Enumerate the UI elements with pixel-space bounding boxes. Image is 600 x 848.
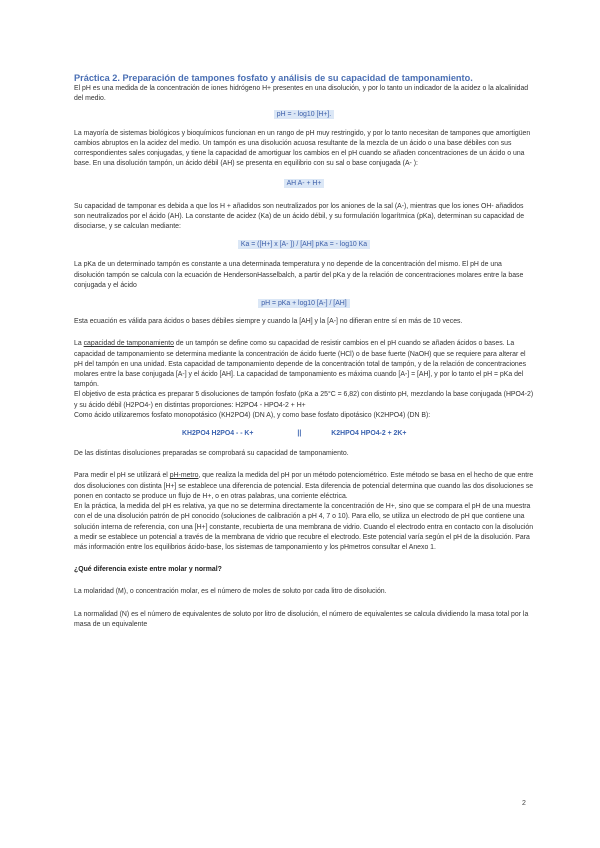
paragraph-reagents: Como ácido utilizaremos fosfato monopotásico (KH2PO4) (DN A), y como base fosfato dipotásico (K2HPO4) (DN B): bbox=[74, 411, 431, 419]
paragraph-validity: Esta ecuación es válida para ácidos o bases débiles siempre y cuando la [AH] y la [A-] no difieran entre sí en más de 10 veces. bbox=[74, 318, 463, 326]
page-content bbox=[74, 72, 534, 630]
page-title: Práctica 2. Preparación de tampones fosfato y análisis de su capacidad de tamponamiento. bbox=[74, 73, 473, 83]
paragraph-ka: Su capacidad de tamponar es debida a que los H + añadidos son neutralizados por los aniones de la sal (A-), mientras que los iones OH- añadidos son neutralizados por el ácido (AH). La constante de acidez (Ka) de un ácido débil, y su formulación logarítmica (pKa), determinan su capacidad de disociarse, y se calculan mediante: bbox=[74, 202, 525, 231]
paragraph-phmeter bbox=[74, 471, 534, 502]
equation-k2hpo4: K2HPO4 HPO4-2 + 2K+ bbox=[331, 430, 407, 438]
paragraph-buffer-intro: La mayoría de sistemas biológicos y bioquímicos funcionan en un rango de pH muy restringido, y por lo tanto necesitan de tampones que amortigüen cambios abruptos en la acidez del medio. Un tampón es una disolución acuosa resultante de la mezcla de un ácido o una base débiles con sus correspondientes sales conjugadas, y tiene la capacidad de amortiguar los cambios en el pH cuando se añaden concentraciones de un ácido o una base. En una disolución tampón, un ácido débil (AH) se presenta en equilibrio con su sal o base conjugada (A- ): bbox=[74, 129, 531, 168]
equation-kh2po4: KH2PO4 H2PO4 - - K+ bbox=[182, 430, 254, 438]
text-fragment: de un tampón se define como su capacidad de resistir cambios en el pH cuando se añaden ácidos o bases. La capacidad de tamponamiento se determina mediante la concentración de ácido fuerte (HCl) o de base fuerte (NaOH) que se requiere para alterar el pH del tampón en una unidad. Esta capacidad de tamponamiento depende de la concentración total de tampón, y de la relación de concentraciones molares entre la base conjugada [A-] y el ácido [AH]. La capacidad de tamponamiento es máxima cuando [A-] = [AH], y por lo tanto el pH = pKa del tampón. bbox=[74, 340, 527, 389]
answer-molarity: La molaridad (M), o concentración molar, es el número de moles de soluto por cada litro de disolución. bbox=[74, 588, 387, 596]
paragraph-henderson: La pKa de un determinado tampón es constante a una determinada temperatura y no depende de la concentración del mismo. El pH de una disolución tampón se calcula con la ecuación de HendersonHasselbalch, a partir del pKa y de la relación de concentraciones molares entre la base conjugada y el ácido bbox=[74, 261, 524, 289]
text-fragment: La bbox=[74, 340, 84, 348]
paragraph-check: De las distintas disoluciones preparadas se comprobará su capacidad de tamponamiento. bbox=[74, 450, 349, 458]
equation-separator: || bbox=[297, 430, 302, 438]
formula-ph-text: pH = - log10 [H+]. bbox=[274, 110, 334, 119]
dissociation-equations bbox=[74, 429, 534, 439]
text-fragment: Para medir el pH se utilizará el bbox=[74, 472, 170, 480]
term-buffer-capacity: capacidad de tamponamiento bbox=[83, 340, 174, 348]
formula-equilibrium bbox=[74, 179, 534, 189]
formula-henderson bbox=[74, 299, 534, 309]
text-fragment: , que realiza la medida del pH por un método potenciométrico. Este método se basa en el hecho de que entre dos disoluciones con distinta [H+] se establece una diferencia de potencial. Esta diferencia de potencial determina que cuando las dos disoluciones se ponen en contacto se produce un flujo de H+, o en otras palabras, una corriente eléctrica. bbox=[74, 472, 534, 500]
paragraph-objective: El objetivo de esta práctica es preparar 5 disoluciones de tampón fosfato (pKa a 25°C = 6,82) con distinto pH, mezclando la base conjugada (HPO4-2) y su ácido débil (H2PO4-) en distintas proporciones: H2PO4 - HPO4-2 + H+ bbox=[74, 391, 534, 409]
paragraph-buffer-capacity bbox=[74, 339, 534, 390]
paragraph-ph-definition: El pH es una medida de la concentración de iones hidrógeno H+ presentes en una disolución, y por lo tanto un indicador de la acidez o la alcalinidad del medio. bbox=[74, 85, 529, 103]
question-heading: ¿Qué diferencia existe entre molar y normal? bbox=[74, 566, 222, 574]
formula-ph bbox=[74, 110, 534, 120]
answer-normality: La normalidad (N) es el número de equivalentes de soluto por litro de disolución, el número de equivalentes se calcula dividiendo la masa total por la masa de un equivalente bbox=[74, 610, 529, 628]
formula-ka bbox=[74, 240, 534, 250]
paragraph-measurement: En la práctica, la medida del pH es relativa, ya que no se determina directamente la concentración de H+, sino que se compara el pH de una muestra con el de una disolución patrón de pH conocido (soluciones de calibración a pH 4, 7 o 10). Para ello, se utiliza un electrodo de pH que contiene una solución interna de referencia, con una [H+] constante, recubierta de una membrana de vidrio. Cuando el electrodo entra en contacto con la disolución a medir se establece un potencial a través de la membrana de vidrio que recubre el electrodo. Este potencial varía según el pH de la disolución. Para más información entre los equilibrios ácido-base, los sistemas de tamponamiento y los pHmetros consultar el Anexo 1. bbox=[74, 503, 534, 551]
term-phmeter: pH-metro bbox=[169, 472, 199, 480]
formula-ka-text: Ka = ([H+] x [A- ]) / [AH] pKa = - log10 Ka bbox=[238, 240, 370, 249]
formula-henderson-text: pH = pKa + log10 [A-] / [AH] bbox=[258, 299, 349, 308]
formula-equilibrium-text: AH A- + H+ bbox=[284, 179, 325, 188]
page-number: 2 bbox=[522, 800, 526, 807]
